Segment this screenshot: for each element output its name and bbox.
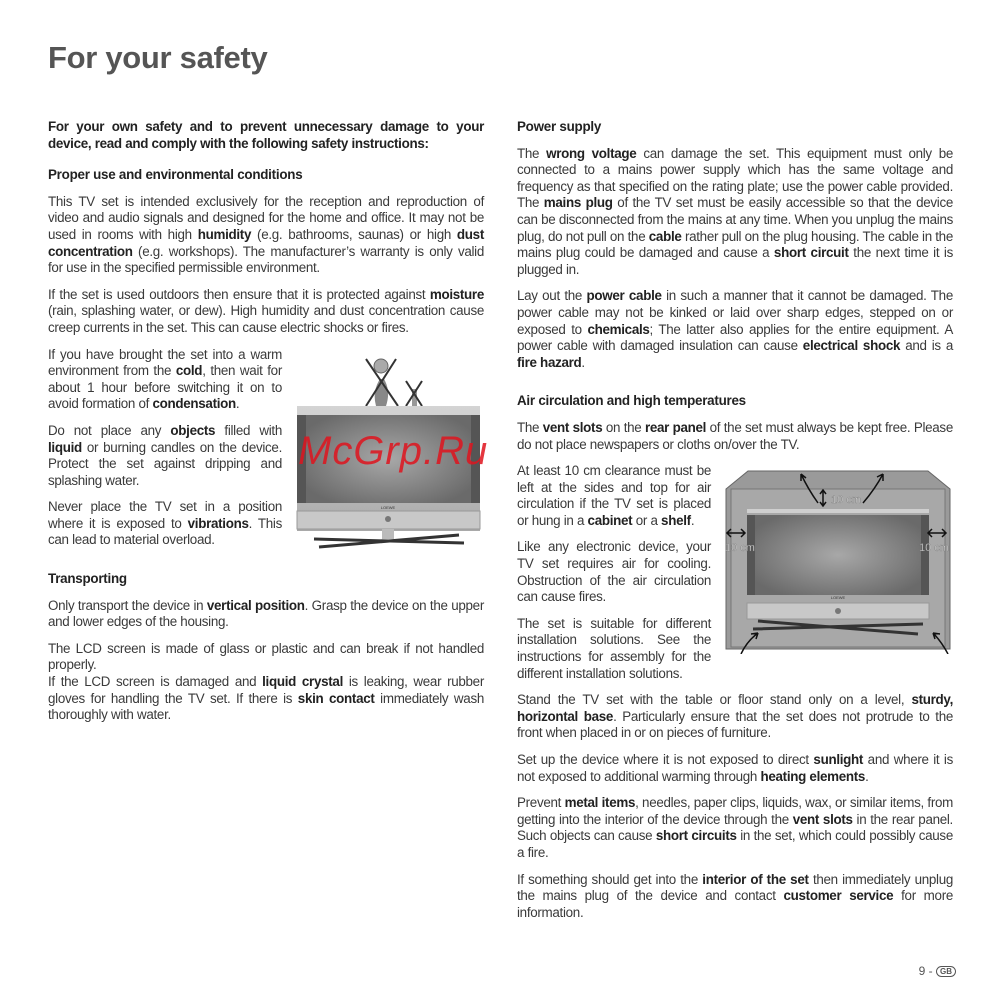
paragraph	[48, 194, 484, 277]
text-run: (e.g. bathrooms, saunas) or high	[251, 226, 457, 242]
text-run: of the TV set must be easily accessible so that the device can be disconnected from the mains at any time. When you unplug the mains plug, do not pull on the	[517, 195, 953, 244]
left-column	[48, 119, 489, 734]
text-run: ; The latter also applies for the entire equipment. A power cable with damaged insulation can cause	[517, 321, 953, 354]
text-run: immediately wash thoroughly with water.	[48, 690, 484, 723]
watermark: McGrp.Ru	[298, 428, 489, 473]
text-run: for more information.	[517, 888, 953, 920]
vase-icon	[366, 359, 398, 406]
text-run: .	[865, 768, 869, 784]
text-run: The	[517, 145, 547, 161]
page-title: For your safety	[48, 40, 268, 75]
text-run: .	[581, 354, 585, 370]
text-run: . Particularly ensure that the set does not protrude to the front when placed in or on pieces of furniture.	[517, 708, 953, 741]
text-run: .	[235, 396, 240, 412]
bold-term: power cable	[586, 288, 662, 304]
tv-no-objects-figure	[294, 351, 489, 551]
paragraph	[48, 674, 484, 724]
bold-term: sturdy, horizontal base	[517, 692, 953, 724]
paragraph	[48, 641, 484, 674]
bold-term: heating elements	[760, 768, 866, 784]
text-run: , then wait for about 1 hour before switching it on to avoid formation of	[48, 363, 282, 412]
text-run: filled with	[215, 422, 282, 438]
text-run: (rain, splashing water, or dew). High humidity and dust concentration cause creep currents in the set. This can cause electric shocks or fires.	[48, 303, 484, 335]
paragraph	[517, 146, 953, 279]
text-run: At least 10 cm clearance must be left at the sides and top for air circulation if the TV set is placed or hung in a	[517, 463, 711, 528]
text-run: The	[517, 419, 543, 435]
text-run: rather pull on the plug housing. The cable in the mains plug could be damaged and cause a	[517, 228, 953, 261]
text-run: can damage the set. This equipment must only be connected to a mains power supply which has the same voltage and frequency as that specified on the rating plate; use the power cable provided. The	[517, 145, 953, 211]
text-run: The LCD screen is made of glass or plastic and can break if not handled properly.	[48, 640, 484, 673]
text-run: in the set, which could possibly cause a fire.	[517, 828, 953, 860]
text-run: and is a	[900, 338, 953, 354]
bold-term: cold	[175, 363, 203, 379]
bold-term: moisture	[429, 286, 484, 302]
text-run: . This can lead to material overload.	[48, 515, 282, 548]
text-run: .	[690, 512, 695, 528]
text-run: and where it is not exposed to additional warming through	[517, 752, 953, 784]
bold-term: For your own safety and to prevent unnecessary damage to your device, read and comply with the following safety instructions:	[48, 119, 484, 151]
bold-term: objects	[170, 422, 216, 438]
bold-term: humidity	[197, 226, 252, 242]
clearance-diagram	[723, 469, 953, 654]
bold-term: vent slots	[792, 811, 853, 827]
text-run: Lay out the	[517, 288, 587, 304]
bold-term: liquid	[48, 439, 82, 455]
text-run: Only transport the device in	[48, 597, 207, 613]
paragraph	[517, 420, 953, 453]
paragraph	[48, 287, 484, 337]
text-run: If the set is used outdoors then ensure that it is protected against	[48, 286, 430, 302]
bold-term: chemicals	[587, 321, 650, 337]
bold-term: vibrations	[187, 515, 249, 531]
paragraph	[517, 872, 953, 922]
bold-term: dust concentration	[48, 226, 484, 259]
bold-term: metal items	[564, 795, 636, 811]
bold-term: skin contact	[297, 690, 375, 706]
text-run: or a	[632, 512, 662, 528]
paragraph	[517, 752, 953, 785]
text-run: in such a manner that it cannot be damaged. The power cable may not be kinked or laid over sharp edges, stepped on or exposed to	[517, 288, 953, 337]
paragraph	[517, 288, 953, 371]
intro-text	[48, 119, 484, 152]
text-run: , needles, paper clips, liquids, wax, or similar items, from getting into the interior of the device through the	[517, 795, 954, 827]
bold-term: liquid crystal	[262, 674, 343, 690]
heading-proper-use: Proper use and environmental conditions	[48, 167, 303, 183]
text-run: Stand the TV set with the table or floor stand only on a level,	[517, 692, 912, 708]
text-run: The set is suitable for different installation solutions. See the instructions for assembly for the different installation solutions.	[517, 615, 711, 681]
right-column	[517, 119, 953, 931]
text-run: Prevent	[517, 795, 565, 811]
bold-term: vertical position	[206, 597, 305, 613]
text-run: on the	[602, 419, 645, 435]
text-run: in the rear panel. Such objects can cause	[517, 811, 953, 844]
text-run: Do not place any	[48, 422, 171, 438]
paragraph	[517, 692, 953, 742]
bold-term: wrong voltage	[546, 145, 637, 161]
text-run: Set up the device where it is not exposed to direct	[517, 752, 814, 767]
bold-term: condensation	[152, 396, 236, 412]
text-run: Like any electronic device, your TV set requires air for cooling. Obstruction of the air circulation can cause fires.	[517, 539, 711, 605]
bold-term: short circuit	[773, 245, 849, 261]
text-run: is leaking, wear rubber gloves for handling the TV set. If there is	[48, 674, 484, 706]
text-run: of the set must always be kept free. Please do not place newspapers or cloths on/over the TV.	[517, 419, 953, 452]
bold-term: vent slots	[542, 419, 603, 435]
text-run: the next time it is plugged in.	[517, 245, 953, 277]
bold-term: fire hazard	[517, 354, 582, 370]
language-badge: GB	[936, 966, 956, 977]
heading-power-supply: Power supply	[517, 119, 602, 134]
heading-air-circulation: Air circulation and high temperatures	[517, 393, 746, 409]
candle-icon	[406, 381, 422, 406]
page-footer	[919, 964, 956, 978]
brand-logo: LOEWE	[830, 595, 846, 601]
bold-term: cable	[648, 228, 682, 244]
bold-term: interior of the set	[702, 871, 809, 887]
bold-term: electrical shock	[802, 338, 901, 354]
top-clearance-label: 10 cm	[831, 494, 861, 507]
text-run: This TV set is intended exclusively for the reception and reproduction of video and audio signals and designed for the home and office. It may not be used in rooms with high	[48, 193, 484, 242]
bold-term: cabinet	[587, 512, 633, 528]
bold-term: sunlight	[813, 752, 864, 767]
text-run: Never place the TV set in a position where it is exposed to	[48, 499, 282, 531]
paragraph	[48, 598, 484, 631]
text-run: . Grasp the device on the upper and lower edges of the housing.	[48, 597, 484, 630]
text-run: If something should get into the	[517, 871, 703, 887]
right-clearance-label: 10 cm	[919, 542, 949, 555]
bold-term: shelf	[661, 512, 691, 528]
brand-logo: LOEWE	[380, 504, 396, 510]
bold-term: customer service	[783, 888, 894, 904]
text-run: then immediately unplug the mains plug of the device and contact	[517, 871, 953, 904]
paragraph	[517, 795, 953, 861]
heading-transporting: Transporting	[48, 571, 127, 587]
bold-term: rear panel	[644, 419, 707, 435]
text-run: If you have brought the set into a warm environment from the	[48, 346, 282, 379]
text-run: or burning candles on the device. Protect the set against dripping and splashing water.	[48, 439, 282, 488]
clearance-figure	[723, 469, 953, 654]
text-run: If the LCD screen is damaged and	[48, 674, 263, 690]
left-clearance-label: 10 cm	[725, 542, 755, 555]
page-number: 9 -	[918, 964, 933, 978]
bold-term: short circuits	[655, 828, 737, 844]
text-run: (e.g. workshops). The manufacturer’s warranty is only valid for use in the specified permissible environment.	[48, 243, 484, 276]
bold-term: mains plug	[543, 195, 613, 211]
